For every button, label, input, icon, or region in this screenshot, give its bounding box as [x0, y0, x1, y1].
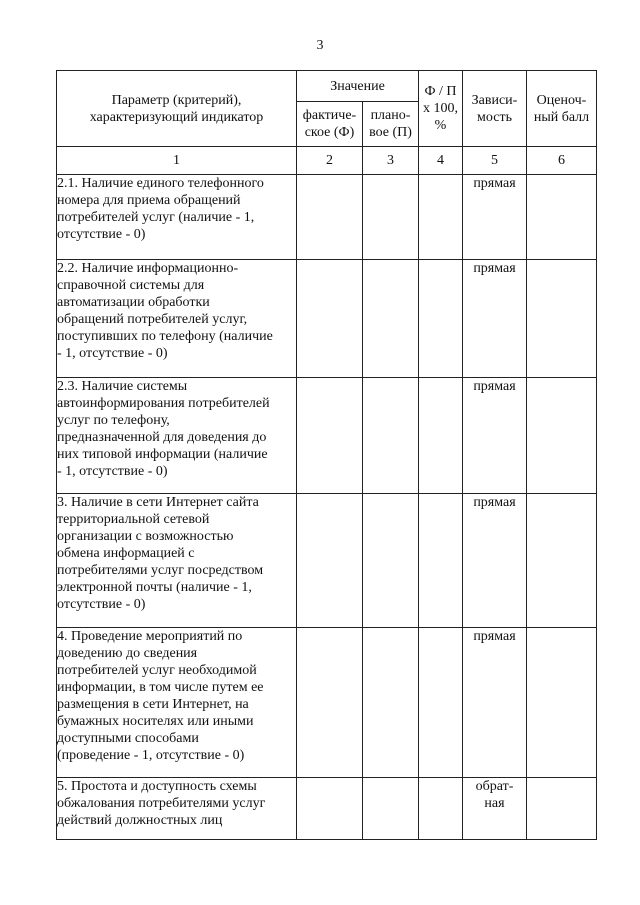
- row-param-text: 2.3. Наличие системы автоинформирования потребителей услуг по телефону, предназначенной для доведения до них типовой информации (наличие - 1, отсутствие - 0): [57, 378, 297, 494]
- row-ratio-cell: [419, 378, 463, 494]
- row-param-text: 5. Простота и доступность схемы обжалования потребителями услуг действий должностных лиц: [57, 778, 297, 840]
- column-number-6: 6: [527, 147, 597, 175]
- table-row: [57, 494, 597, 628]
- column-number-3: 3: [363, 147, 419, 175]
- row-actual-cell: [297, 175, 363, 260]
- table-row: [57, 628, 597, 778]
- row-param-text: 4. Проведение мероприятий по доведению до сведения потребителей услуг необходимой информации, в том числе путем ее размещения в сети Интернет, на бумажных носителях или иными доступными способами (проведение - 1, отсутствие - 0): [57, 628, 297, 778]
- table-row: [57, 260, 597, 378]
- row-actual-cell: [297, 778, 363, 840]
- column-number-2: 2: [297, 147, 363, 175]
- header-dependency: Зависи- мость: [463, 71, 527, 147]
- row-actual-cell: [297, 260, 363, 378]
- row-planned-cell: [363, 778, 419, 840]
- row-ratio-cell: [419, 494, 463, 628]
- row-score-cell: [527, 175, 597, 260]
- row-score-cell: [527, 260, 597, 378]
- header-param: Параметр (критерий), характеризующий индикатор: [57, 71, 297, 147]
- row-dependency: прямая: [463, 260, 527, 378]
- row-ratio-cell: [419, 175, 463, 260]
- table-row: [57, 175, 597, 260]
- row-actual-cell: [297, 494, 363, 628]
- row-ratio-cell: [419, 260, 463, 378]
- header-actual: фактиче- ское (Ф): [297, 102, 363, 147]
- column-number-5: 5: [463, 147, 527, 175]
- row-dependency: обрат- ная: [463, 778, 527, 840]
- row-actual-cell: [297, 628, 363, 778]
- row-planned-cell: [363, 628, 419, 778]
- row-param-text: 3. Наличие в сети Интернет сайта территориальной сетевой организации с возможностью обмена информацией с потребителями услуг посредством электронной почты (наличие - 1, отсутствие - 0): [57, 494, 297, 628]
- row-dependency: прямая: [463, 494, 527, 628]
- header-planned: плано- вое (П): [363, 102, 419, 147]
- row-param-text: 2.2. Наличие информационно- справочной системы для автоматизации обработки обращений потребителей услуг, поступивших по телефону (наличие - 1, отсутствие - 0): [57, 260, 297, 378]
- table-row: [57, 378, 597, 494]
- row-score-cell: [527, 494, 597, 628]
- row-dependency: прямая: [463, 175, 527, 260]
- row-score-cell: [527, 378, 597, 494]
- column-number-4: 4: [419, 147, 463, 175]
- row-dependency: прямая: [463, 378, 527, 494]
- page-number: 3: [316, 38, 324, 53]
- row-actual-cell: [297, 378, 363, 494]
- indicator-table: [56, 70, 597, 840]
- row-ratio-cell: [419, 628, 463, 778]
- column-number-row: [57, 147, 597, 175]
- row-ratio-cell: [419, 778, 463, 840]
- row-planned-cell: [363, 260, 419, 378]
- header-score: Оценоч- ный балл: [527, 71, 597, 147]
- row-dependency: прямая: [463, 628, 527, 778]
- column-number-1: 1: [57, 147, 297, 175]
- row-planned-cell: [363, 378, 419, 494]
- header-value-group: Значение: [297, 71, 419, 102]
- table-row: [57, 778, 597, 840]
- row-score-cell: [527, 628, 597, 778]
- row-score-cell: [527, 778, 597, 840]
- header-ratio: Ф / П х 100, %: [419, 71, 463, 147]
- row-param-text: 2.1. Наличие единого телефонного номера для приема обращений потребителей услуг (наличие - 1, отсутствие - 0): [57, 175, 297, 260]
- row-planned-cell: [363, 494, 419, 628]
- row-planned-cell: [363, 175, 419, 260]
